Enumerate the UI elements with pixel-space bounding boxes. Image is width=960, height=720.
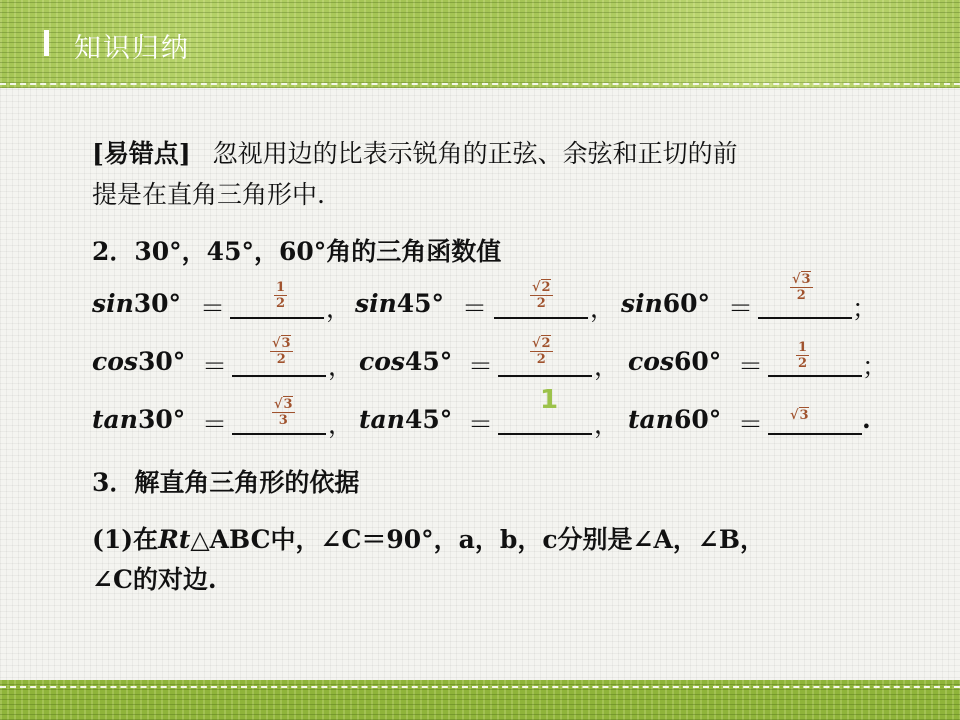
cos-comma-1: ， — [328, 352, 354, 381]
tan-comma-1: ， — [328, 410, 354, 439]
section-3-line-2: ∠C的对边. — [92, 565, 217, 594]
sin60-label: sin60° — [621, 289, 711, 318]
cos-row-end: ； — [862, 352, 888, 381]
section-3-line-1: (1)在Rt△ABC中，∠C＝90°，a，b，c分别是∠A，∠B， — [92, 525, 765, 554]
tan60-label: tan60° — [628, 405, 722, 434]
title-marker — [44, 30, 49, 56]
sin60-blank — [758, 317, 852, 319]
sin-comma-2: ， — [590, 294, 616, 323]
tan60-equals: ＝ — [738, 410, 764, 439]
tan45-blank — [498, 433, 592, 435]
cos60-label: cos60° — [628, 347, 722, 376]
tan30-blank — [232, 433, 326, 435]
sin-comma-1: ， — [326, 294, 352, 323]
sin30-label: sin30° — [92, 289, 182, 318]
sin-row-end: ； — [852, 294, 878, 323]
sin60-answer: $\frac{√3}{2}$ — [792, 272, 811, 303]
tan30-answer: $\frac{√3}{3}$ — [274, 397, 293, 428]
sin30-equals: ＝ — [200, 294, 226, 323]
tan60-blank — [768, 433, 862, 435]
tan45-equals: ＝ — [468, 410, 494, 439]
tan45-label: tan45° — [359, 405, 453, 434]
tan30-equals: ＝ — [202, 410, 228, 439]
sin30-answer: $\frac{1}{2}$ — [276, 280, 286, 311]
header-dashed-line — [0, 83, 960, 85]
tip-line-1: 忽视用边的比表示锐角的正弦、余弦和正切的前 — [212, 139, 738, 168]
cos-comma-2: ， — [594, 352, 620, 381]
sin60-equals: ＝ — [728, 294, 754, 323]
cos60-blank — [768, 375, 862, 377]
cos30-answer: $\frac{√3}{2}$ — [272, 336, 291, 367]
cos45-answer: $\frac{√2}{2}$ — [532, 336, 551, 367]
sin30-blank — [230, 317, 324, 319]
cos30-equals: ＝ — [202, 352, 228, 381]
sin45-equals: ＝ — [462, 294, 488, 323]
tan-comma-2: ， — [594, 410, 620, 439]
cos30-blank — [232, 375, 326, 377]
cos60-equals: ＝ — [738, 352, 764, 381]
slide-title: 知识归纳 — [74, 33, 190, 64]
tan30-label: tan30° — [92, 405, 186, 434]
cos45-equals: ＝ — [468, 352, 494, 381]
tip-line-2: 提是在直角三角形中. — [92, 180, 325, 209]
cos30-label: cos30° — [92, 347, 186, 376]
cos60-answer: $\frac{1}{2}$ — [798, 340, 808, 371]
tan60-answer: √3 — [790, 408, 809, 423]
tip-paragraph — [92, 134, 738, 170]
sin45-blank — [494, 317, 588, 319]
sin45-answer: $\frac{√2}{2}$ — [532, 280, 551, 311]
section-3-heading: 3．解直角三角形的依据 — [92, 468, 360, 497]
section-2-heading: 2．30°，45°，60°角的三角函数值 — [92, 237, 502, 266]
tan45-answer: 1 — [540, 385, 559, 415]
cos45-blank — [498, 375, 592, 377]
sin45-label: sin45° — [355, 289, 445, 318]
cos45-label: cos45° — [359, 347, 453, 376]
footer-dashed-line — [0, 686, 960, 688]
tan-row-end: . — [862, 405, 871, 434]
tip-tag: [易错点] — [92, 139, 191, 168]
